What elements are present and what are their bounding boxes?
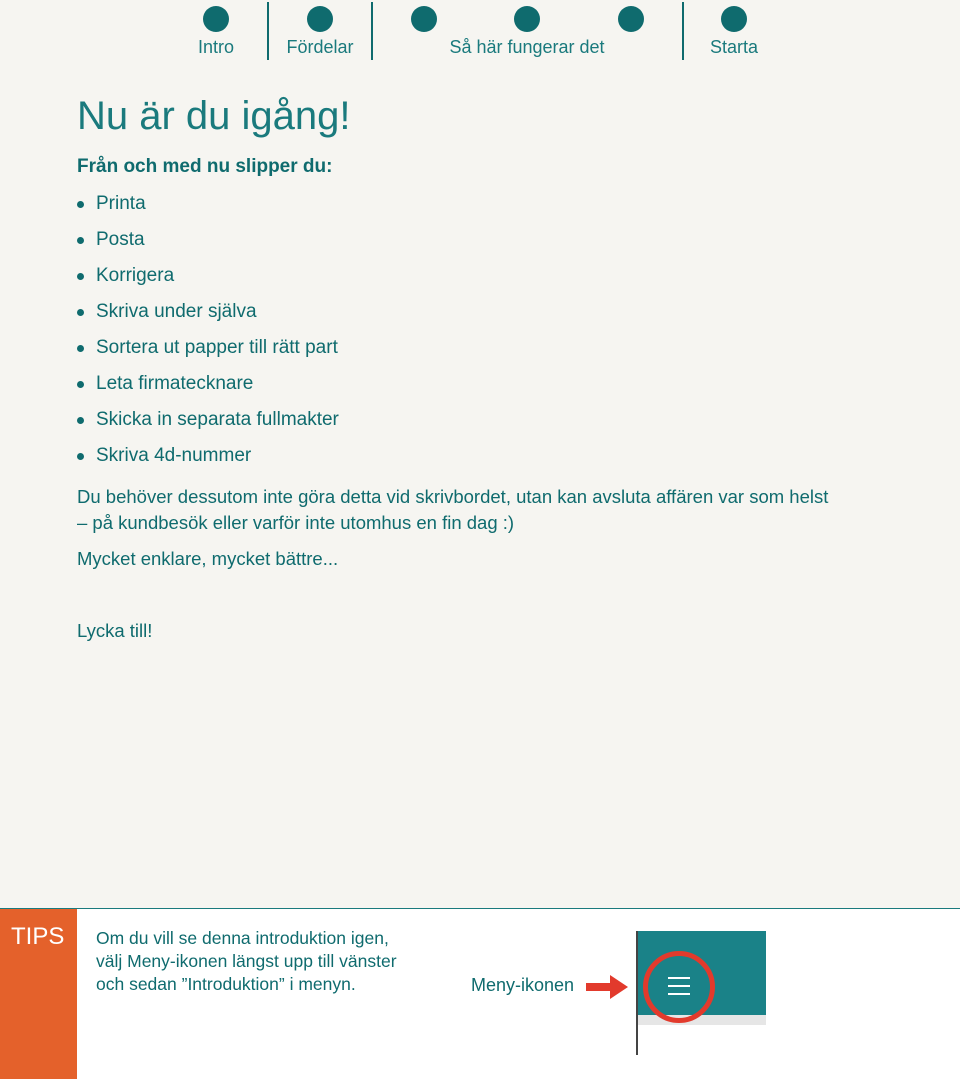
tips-label: TIPS: [11, 923, 65, 950]
list-intro: Från och med nu slipper du:: [77, 156, 333, 177]
step-divider: [371, 2, 373, 60]
step-label-intro[interactable]: Intro: [197, 37, 235, 57]
description-paragraph: [77, 484, 897, 536]
list-item: Sortera ut papper till rätt part: [77, 330, 897, 366]
page-title: Nu är du igång!: [77, 94, 351, 138]
step-dot-intro[interactable]: [203, 6, 229, 32]
list-item: Korrigera: [77, 258, 897, 294]
list-item: Skriva under själva: [77, 294, 897, 330]
step-label-starta[interactable]: Starta: [709, 37, 759, 57]
menu-icon-caption: Meny-ikonen: [471, 975, 575, 995]
description-line: Du behöver dessutom inte göra detta vid skrivbordet, utan kan avsluta affären var som helst: [77, 486, 829, 507]
step-label-fordelar[interactable]: Fördelar: [286, 37, 354, 57]
step-dot-3[interactable]: [411, 6, 437, 32]
list-item: Posta: [77, 222, 897, 258]
tips-line: Om du vill se denna introduktion igen,: [96, 928, 389, 948]
list-item: Printa: [77, 186, 897, 222]
benefit-list: [77, 186, 897, 474]
summary-text: Mycket enklare, mycket bättre...: [77, 548, 339, 569]
step-dot-fordelar[interactable]: [307, 6, 333, 32]
arrow-right-icon: [586, 974, 630, 1000]
menu-icon-preview: [636, 931, 766, 1055]
hamburger-icon[interactable]: [668, 977, 690, 995]
tips-panel: [0, 908, 960, 1079]
tips-tab: [0, 909, 77, 1079]
closing-text: Lycka till!: [77, 620, 153, 641]
step-dot-sa-har-fungerar-det[interactable]: [514, 6, 540, 32]
step-dot-starta[interactable]: [721, 6, 747, 32]
step-divider: [682, 2, 684, 60]
tips-line: välj Meny-ikonen längst upp till vänster: [96, 951, 397, 971]
description-line: – på kundbesök eller varför inte utomhus en fin dag :): [77, 512, 515, 533]
list-item: Leta firmatecknare: [77, 366, 897, 402]
step-label-sa-har-fungerar-det[interactable]: Så här fungerar det: [449, 37, 605, 57]
step-dot-5[interactable]: [618, 6, 644, 32]
list-item: Skriva 4d-nummer: [77, 438, 897, 474]
main-content: [77, 92, 897, 644]
app-bar-shadow: [638, 1015, 766, 1025]
tips-line: och sedan ”Introduktion” i menyn.: [96, 974, 356, 994]
tips-text: [96, 927, 456, 996]
step-divider: [267, 2, 269, 60]
step-navigation: [0, 0, 960, 62]
list-item: Skicka in separata fullmakter: [77, 402, 897, 438]
